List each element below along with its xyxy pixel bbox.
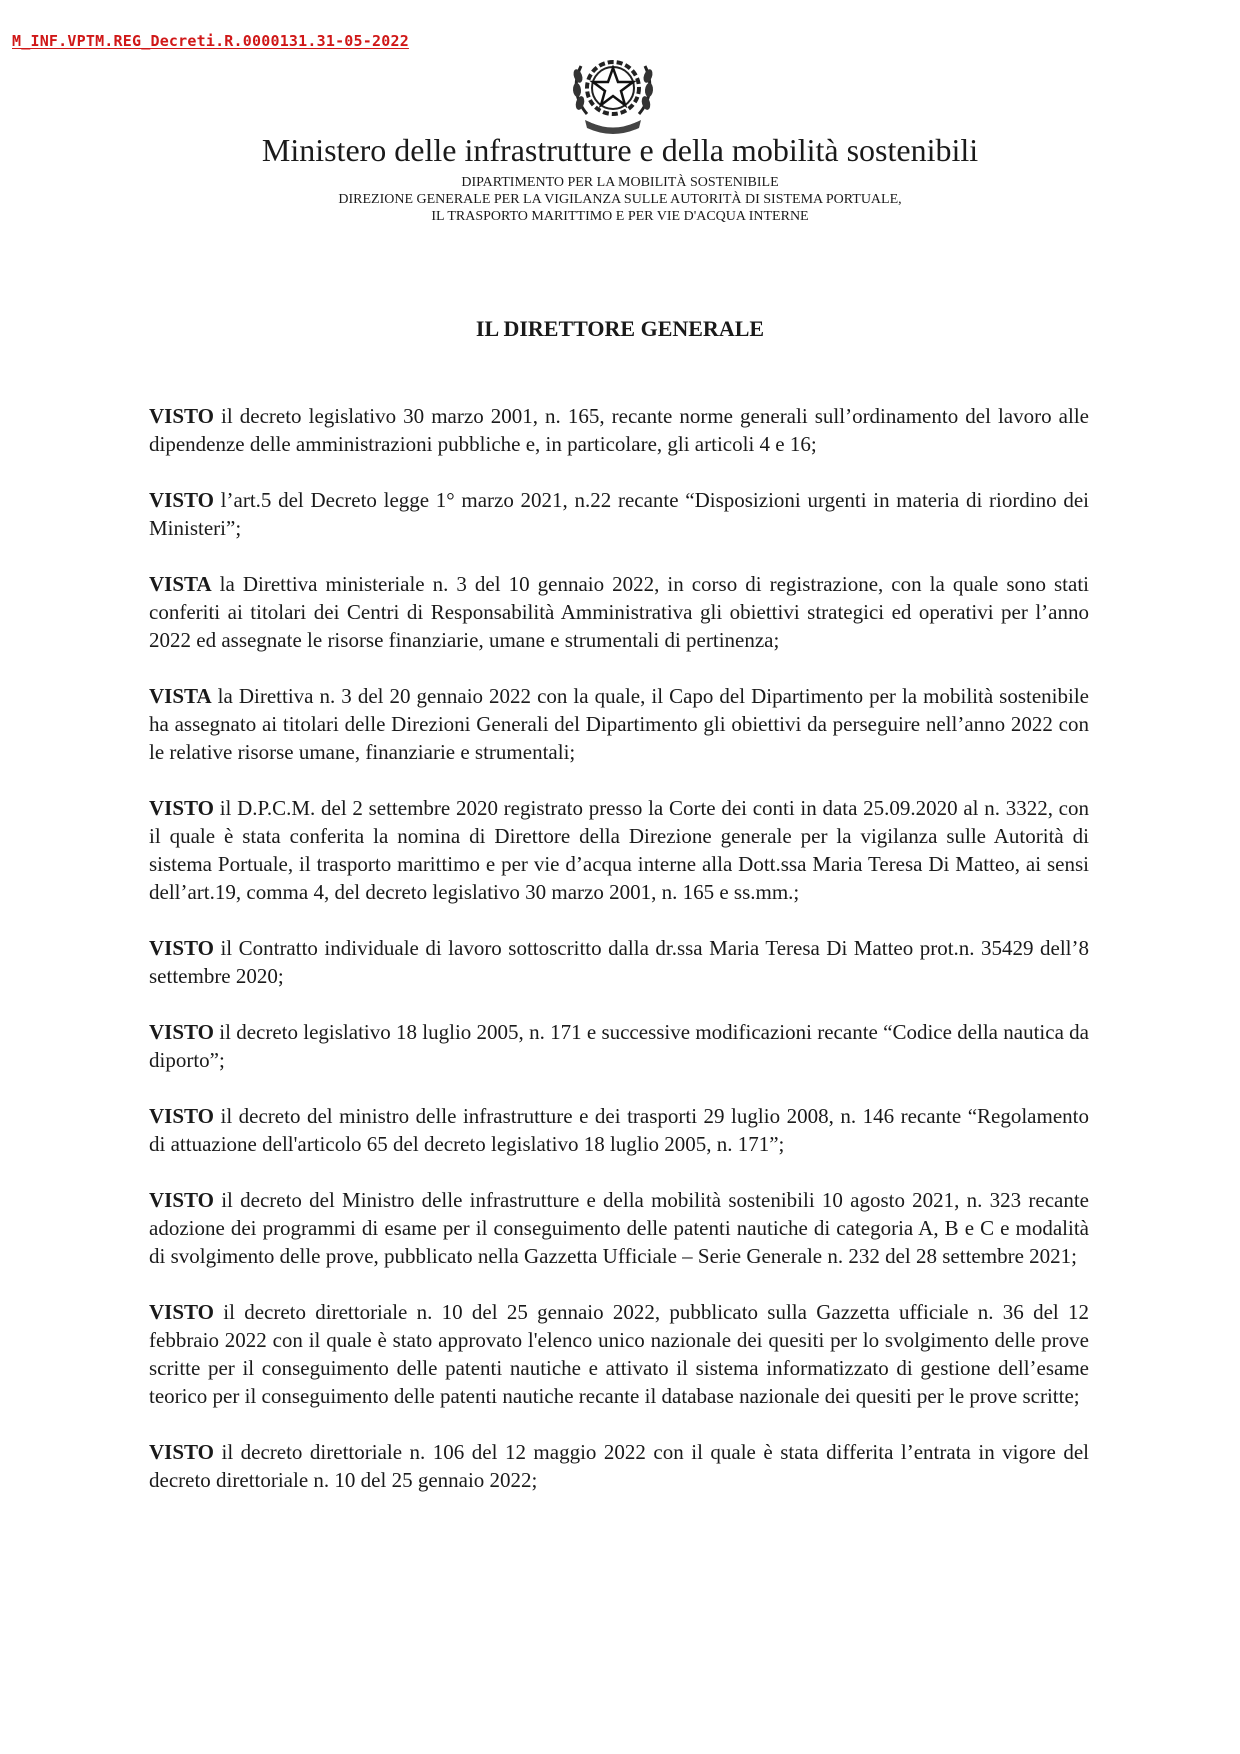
paragraph-keyword: VISTO [149,936,214,960]
paragraph-text: il decreto legislativo 18 luglio 2005, n. 171 e successive modificazioni recante “Codice della nautica da diporto”; [149,1020,1089,1072]
preamble-paragraph [149,794,1089,906]
preamble-paragraph [149,1438,1089,1494]
paragraph-text: il decreto del ministro delle infrastrutture e dei trasporti 29 luglio 2008, n. 146 recante “Regolamento di attuazione dell'articolo 65 del decreto legislativo 18 luglio 2005, n. 171”; [149,1104,1089,1156]
preamble-paragraph [149,570,1089,654]
preamble-paragraph [149,682,1089,766]
preamble-paragraph [149,1298,1089,1410]
paragraph-keyword: VISTA [149,684,212,708]
paragraph-keyword: VISTO [149,796,214,820]
paragraph-text: il D.P.C.M. del 2 settembre 2020 registrato presso la Corte dei conti in data 25.09.2020 al n. 3322, con il quale è stata conferita la nomina di Direttore della Direzione generale per la vigilanza sulle Autorità di sistema Portuale, il trasporto marittimo e per vie d’acqua interne alla Dott.ssa Maria Teresa Di Matteo, ai sensi dell’art.19, comma 4, del decreto legislativo 30 marzo 2001, n. 165 e ss.mm.; [149,796,1089,904]
paragraph-text: il decreto direttoriale n. 106 del 12 maggio 2022 con il quale è stata differita l’entrata in vigore del decreto direttoriale n. 10 del 25 gennaio 2022; [149,1440,1089,1492]
protocol-stamp: M_INF.VPTM.REG_Decreti.R.0000131.31-05-2022 [12,32,409,50]
paragraph-keyword: VISTO [149,1300,214,1324]
italian-republic-emblem-icon [569,44,657,136]
preamble-paragraph [149,402,1089,458]
paragraph-keyword: VISTO [149,1104,214,1128]
paragraph-text: l’art.5 del Decreto legge 1° marzo 2021, n.22 recante “Disposizioni urgenti in materia di riordino dei Ministeri”; [149,488,1089,540]
directorate-line: DIREZIONE GENERALE PER LA VIGILANZA SULLE AUTORITÀ DI SISTEMA PORTUALE, [338,192,902,207]
paragraph-keyword: VISTO [149,488,214,512]
paragraph-keyword: VISTO [149,1020,214,1044]
paragraph-text: il Contratto individuale di lavoro sottoscritto dalla dr.ssa Maria Teresa Di Matteo prot.n. 35429 dell’8 settembre 2020; [149,936,1089,988]
paragraph-keyword: VISTO [149,404,214,428]
department-line: DIPARTIMENTO PER LA MOBILITÀ SOSTENIBILE [461,175,779,190]
paragraph-keyword: VISTO [149,1440,214,1464]
preamble-paragraph [149,1018,1089,1074]
paragraph-text: il decreto legislativo 30 marzo 2001, n. 165, recante norme generali sull’ordinamento del lavoro alle dipendenze delle amministrazioni pubbliche e, in particolare, gli articoli 4 e 16; [149,404,1089,456]
paragraph-keyword: VISTA [149,572,212,596]
paragraph-text: il decreto direttoriale n. 10 del 25 gennaio 2022, pubblicato sulla Gazzetta ufficiale n. 36 del 12 febbraio 2022 con il quale è stato approvato l'elenco unico nazionale dei quesiti per lo svolgimento delle prove scritte per il conseguimento delle patenti nautiche e attivato il sistema informatizzato di gestione dell’esame teorico per il conseguimento delle patenti nautiche recante il database nazionale dei quesiti per le prove scritte; [149,1300,1089,1408]
decree-title: IL DIRETTORE GENERALE [475,316,765,341]
paragraph-text: la Direttiva ministeriale n. 3 del 10 gennaio 2022, in corso di registrazione, con la quale sono stati conferiti ai titolari dei Centri di Responsabilità Amministrativa gli obiettivi strategici ed operativi per l’anno 2022 ed assegnate le risorse finanziarie, umane e strumentali di pertinenza; [149,572,1089,652]
preamble-paragraph [149,1186,1089,1270]
preamble-paragraph [149,1102,1089,1158]
preamble-paragraph [149,486,1089,542]
paragraph-keyword: VISTO [149,1188,214,1212]
paragraph-text: la Direttiva n. 3 del 20 gennaio 2022 con la quale, il Capo del Dipartimento per la mobilità sostenibile ha assegnato ai titolari delle Direzioni Generali del Dipartimento gli obiettivi da perseguire nell’anno 2022 con le relative risorse umane, finanziarie e strumentali; [149,684,1089,764]
paragraph-text: il decreto del Ministro delle infrastrutture e della mobilità sostenibili 10 agosto 2021, n. 323 recante adozione dei programmi di esame per il conseguimento delle patenti nautiche di categoria A, B e C e modalità di svolgimento delle prove, pubblicato nella Gazzetta Ufficiale – Serie Generale n. 232 del 28 settembre 2021; [149,1188,1089,1268]
preamble-paragraph [149,934,1089,990]
directorate-line-2: IL TRASPORTO MARITTIMO E PER VIE D'ACQUA INTERNE [431,209,809,224]
ministry-name: Ministero delle infrastrutture e della mobilità sostenibili [261,132,979,168]
preamble [149,402,1089,1522]
